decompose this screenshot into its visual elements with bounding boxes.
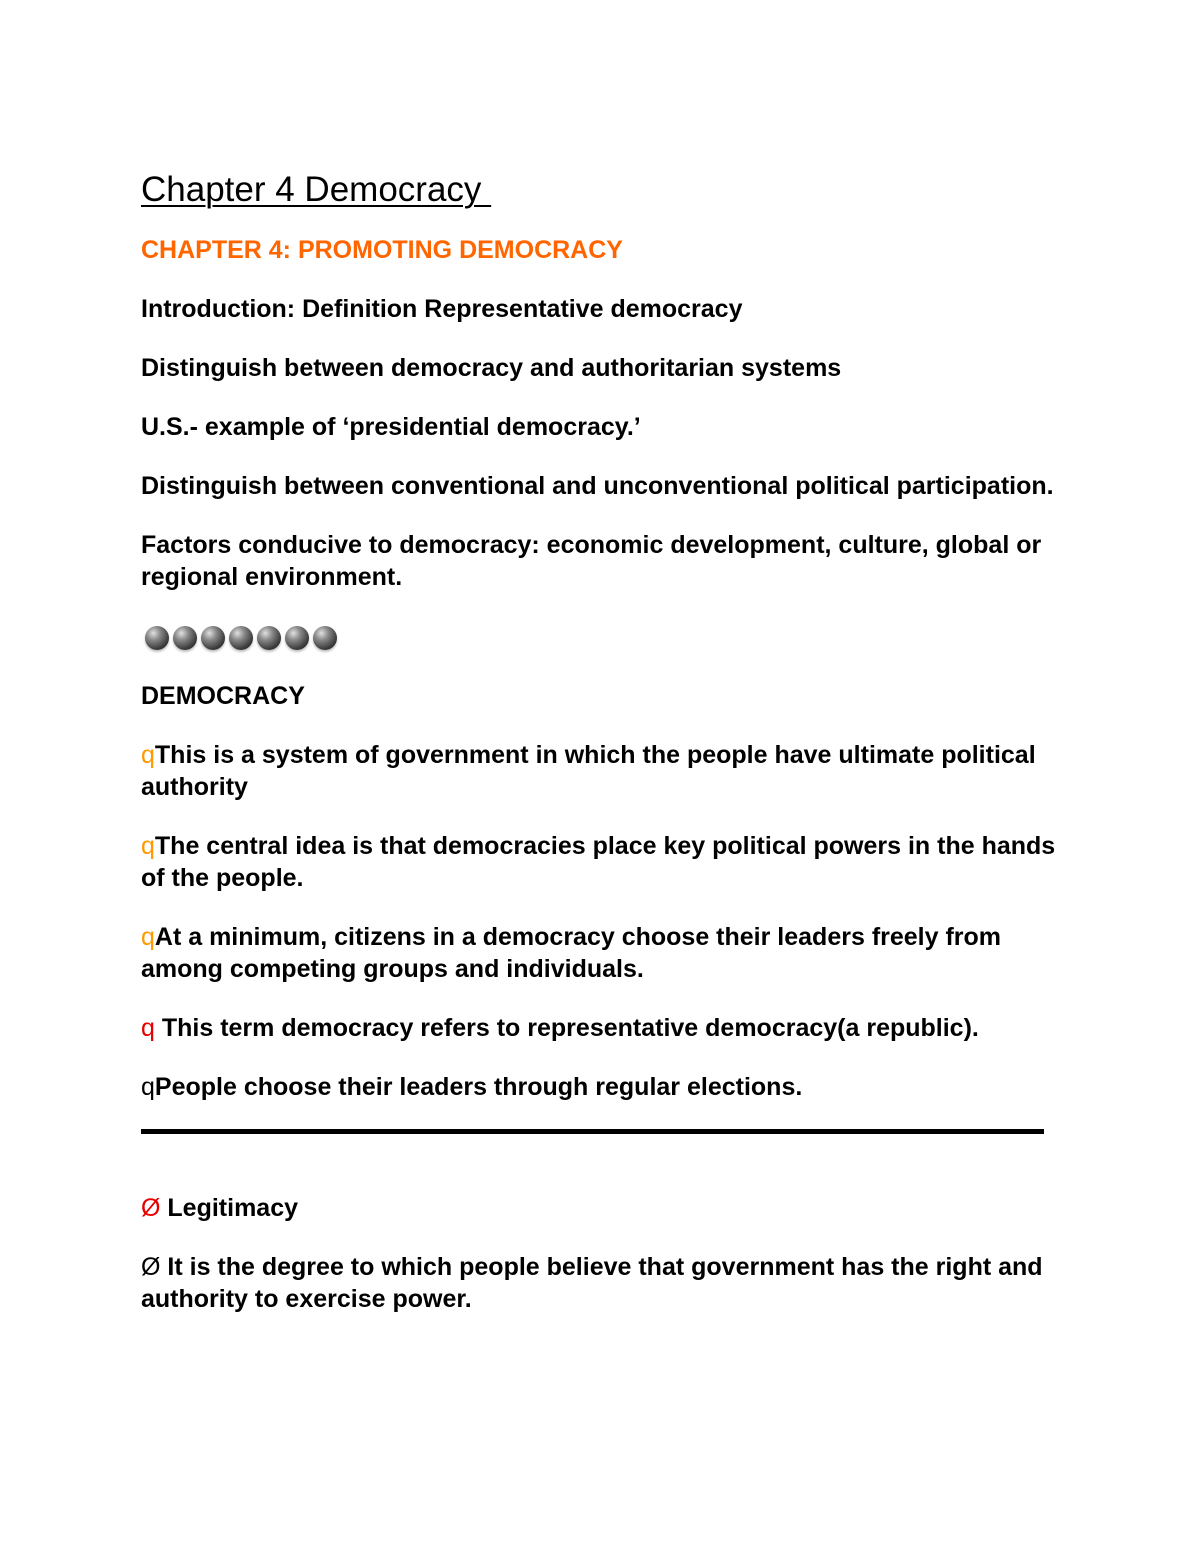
- bullet-marker-icon: q: [141, 741, 155, 769]
- decorative-dots: [145, 623, 1071, 653]
- bullet-marker-icon: q: [141, 1073, 155, 1101]
- legitimacy-definition-text: It is the degree to which people believe that government has the right and authority to exercise power.: [141, 1253, 1043, 1313]
- sphere-bullet-icon: [285, 626, 309, 650]
- spacer: [141, 1134, 1071, 1166]
- document-content: [141, 168, 1071, 1315]
- bullet-item: [141, 1012, 1071, 1044]
- bullet-item: [141, 830, 1071, 894]
- sphere-bullet-icon: [257, 626, 281, 650]
- intro-line-factors: Factors conducive to democracy: economic development, culture, global or regional environment.: [141, 531, 1042, 591]
- bullet-marker-icon: q: [141, 832, 155, 860]
- bullet-text: At a minimum, citizens in a democracy choose their leaders freely from among competing groups and individuals.: [141, 923, 1002, 983]
- chapter-heading: CHAPTER 4: PROMOTING DEMOCRACY: [141, 236, 623, 264]
- intro-line-distinguish-systems: Distinguish between democracy and authoritarian systems: [141, 354, 842, 382]
- bullet-marker-icon: q: [141, 923, 155, 951]
- bullet-text: This term democracy refers to representative democracy(a republic).: [161, 1014, 979, 1042]
- intro-line-participation: Distinguish between conventional and unconventional political participation.: [141, 472, 1054, 500]
- empty-set-marker-icon: Ø: [141, 1253, 168, 1281]
- section-heading-democracy: DEMOCRACY: [141, 682, 305, 710]
- bullet-text: People choose their leaders through regular elections.: [154, 1073, 803, 1101]
- sphere-bullet-icon: [229, 626, 253, 650]
- bullet-text: This is a system of government in which the people have ultimate political authority: [141, 741, 1036, 801]
- bullet-item: [141, 1071, 1071, 1103]
- bullet-item: [141, 739, 1071, 803]
- sphere-bullet-icon: [145, 626, 169, 650]
- legitimacy-heading: [141, 1192, 1071, 1224]
- sphere-bullet-icon: [313, 626, 337, 650]
- legitimacy-definition: [141, 1251, 1071, 1315]
- sphere-bullet-icon: [201, 626, 225, 650]
- intro-line-definition: Introduction: Definition Representative democracy: [141, 295, 743, 323]
- document-title: Chapter 4 Democracy: [141, 170, 492, 209]
- bullet-marker-icon: q: [141, 1014, 162, 1042]
- empty-set-marker-icon: Ø: [141, 1194, 168, 1222]
- legitimacy-heading-text: Legitimacy: [167, 1194, 299, 1222]
- bullet-text: The central idea is that democracies place key political powers in the hands of the people.: [141, 832, 1056, 892]
- intro-line-us-example: U.S.- example of ‘presidential democracy.’: [141, 413, 641, 441]
- sphere-bullet-icon: [173, 626, 197, 650]
- bullet-item: [141, 921, 1071, 985]
